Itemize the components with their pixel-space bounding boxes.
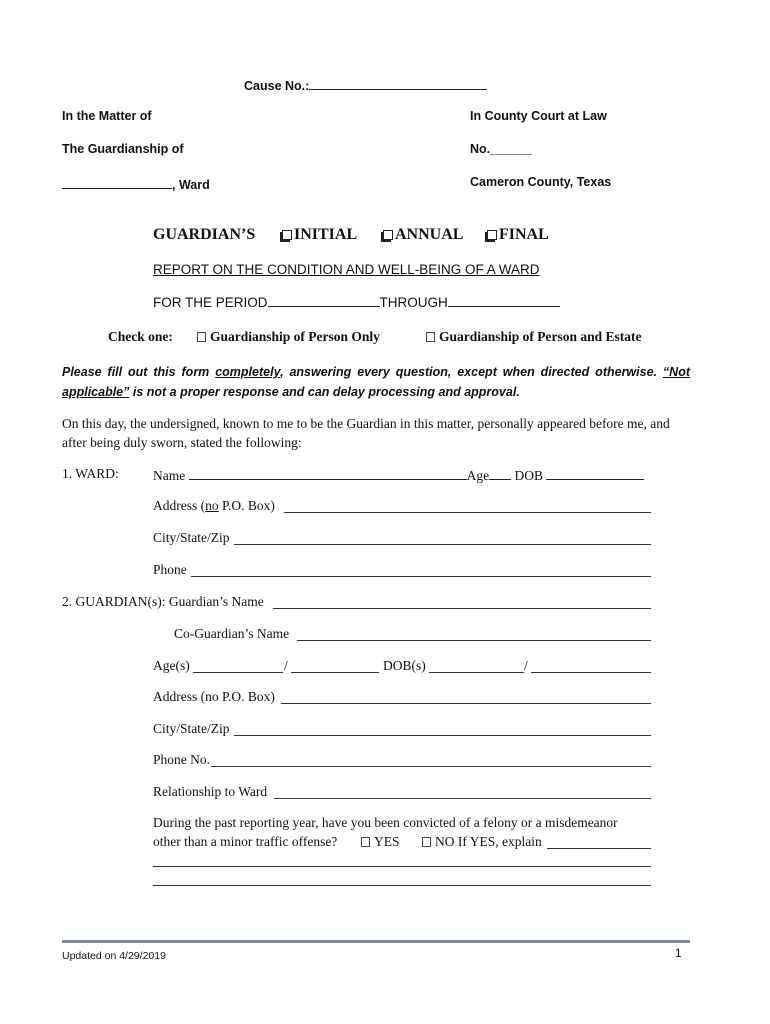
felony-explain-field[interactable]: [547, 848, 651, 849]
final-checkbox-icon[interactable]: [487, 230, 497, 240]
final-label: FINAL: [499, 226, 549, 243]
annual-option[interactable]: [383, 226, 463, 244]
person-only-option[interactable]: [197, 329, 380, 345]
ward-dob-field[interactable]: [546, 466, 644, 480]
annual-checkbox-icon[interactable]: [383, 230, 393, 240]
instructions-text-3: is not a proper response and can delay processing and approval.: [129, 385, 520, 399]
person-estate-option[interactable]: [426, 329, 642, 345]
person-estate-checkbox-icon[interactable]: [426, 332, 435, 342]
felony-yes-label: YES: [374, 834, 400, 849]
ward-phone-field[interactable]: [191, 576, 651, 577]
co-guardian-label: Co-Guardian’s Name: [174, 626, 290, 641]
guardian-phone-field[interactable]: [211, 766, 651, 767]
period-label: FOR THE PERIOD: [153, 295, 268, 310]
guardian-name-field[interactable]: [273, 608, 651, 609]
felony-yes-checkbox-icon[interactable]: [361, 837, 370, 847]
ward-address-field[interactable]: [284, 512, 651, 513]
period-line: [153, 292, 560, 310]
ages-label: Age(s): [153, 658, 190, 673]
page-number: 1: [675, 946, 682, 960]
felony-question-line-1: During the past reporting year, have you been convicted of a felony or a misdemeanor: [153, 815, 618, 830]
guardian-section-label: 2. GUARDIAN(s): Guardian’s Name: [62, 594, 264, 609]
initial-checkbox-icon[interactable]: [282, 230, 292, 240]
oath-paragraph: On this day, the undersigned, known to me to be the Guardian in this matter, personally appeared before me, and after being duly sworn, stated the following:: [62, 416, 670, 450]
report-title: REPORT ON THE CONDITION AND WELL-BEING OF A WARD: [153, 262, 540, 277]
felony-no-checkbox-icon[interactable]: [422, 837, 431, 847]
relationship-label: Relationship to Ward: [153, 784, 268, 799]
felony-explain-line-3[interactable]: [153, 885, 651, 886]
guardians-title: GUARDIAN’S: [153, 226, 256, 243]
ward-city-label: City/State/Zip: [153, 530, 230, 545]
ward-age-label: Age: [466, 468, 490, 483]
initial-label: INITIAL: [294, 226, 358, 243]
period-start-blank[interactable]: [268, 292, 380, 307]
guardian-phone-label: Phone No.: [153, 752, 210, 767]
ward-section-label: 1. WARD:: [62, 466, 119, 481]
person-only-label: Guardianship of Person Only: [210, 329, 380, 344]
ward-suffix-label: , Ward: [172, 178, 210, 192]
check-one-label: Check one:: [108, 329, 173, 344]
ward-phone-label: Phone: [153, 562, 187, 577]
relationship-field[interactable]: [274, 798, 651, 799]
dob-field-2[interactable]: [531, 672, 651, 673]
person-only-checkbox-icon[interactable]: [197, 332, 206, 342]
annual-label: ANNUAL: [395, 226, 464, 243]
ward-address-no: no: [205, 498, 219, 513]
ward-name-blank[interactable]: [62, 175, 172, 189]
felony-question-text: other than a minor traffic offense?: [153, 834, 338, 849]
final-option[interactable]: [487, 226, 549, 244]
ward-dob-label: DOB: [514, 468, 543, 483]
cause-number-label: Cause No.:: [244, 79, 310, 93]
ward-city-field[interactable]: [234, 544, 651, 545]
cause-number-blank[interactable]: [309, 76, 487, 90]
person-estate-label: Guardianship of Person and Estate: [439, 329, 642, 344]
matter-label: In the Matter of: [62, 109, 152, 123]
co-guardian-field[interactable]: [297, 640, 651, 641]
initial-option[interactable]: [282, 226, 357, 244]
ward-address-label-1: Address (: [153, 498, 206, 513]
instructions-not-applicable: “Not applicable”: [62, 365, 690, 399]
ward-address-row: [153, 498, 275, 514]
age-field-2[interactable]: [291, 672, 379, 673]
updated-date: Updated on 4/29/2019: [62, 950, 166, 962]
guardian-address-label: Address (no P.O. Box): [153, 689, 275, 704]
dob-field-1[interactable]: [429, 672, 524, 673]
ward-age-field[interactable]: [489, 466, 511, 480]
felony-question-line-2: [153, 834, 337, 850]
ward-name-label: Name: [153, 468, 186, 483]
felony-yes-option[interactable]: [361, 834, 400, 850]
instructions-completely: completely: [215, 365, 281, 379]
footer-rule: [62, 940, 690, 943]
ward-name-row: [153, 466, 644, 484]
felony-explain-line-2[interactable]: [153, 866, 651, 867]
dobs-label: DOB(s): [383, 658, 426, 673]
guardianship-of-label: The Guardianship of: [62, 142, 184, 156]
instructions-paragraph: [62, 362, 690, 402]
ward-name-field[interactable]: [189, 466, 467, 480]
cause-number-line: [244, 76, 487, 93]
instructions-text-1: Please fill out this form: [62, 365, 216, 379]
dobs-slash: /: [524, 658, 528, 673]
guardian-address-field[interactable]: [281, 703, 651, 704]
court-label: In County Court at Law: [470, 109, 607, 123]
period-end-blank[interactable]: [448, 292, 560, 307]
guardian-city-label: City/State/Zip: [153, 721, 230, 736]
ward-address-label-2: P.O. Box): [218, 498, 275, 513]
age-field-1[interactable]: [193, 672, 283, 673]
court-number-label: No.______: [470, 142, 532, 156]
felony-no-label: NO If YES, explain: [435, 834, 542, 849]
guardian-city-field[interactable]: [234, 735, 651, 736]
felony-no-option[interactable]: [422, 834, 542, 850]
ward-name-line: [62, 175, 210, 192]
instructions-text-2: , answering every question, except when directed otherwise.: [280, 365, 663, 379]
county-label: Cameron County, Texas: [470, 175, 612, 189]
through-label: THROUGH: [379, 295, 448, 310]
ages-slash: /: [284, 658, 288, 673]
